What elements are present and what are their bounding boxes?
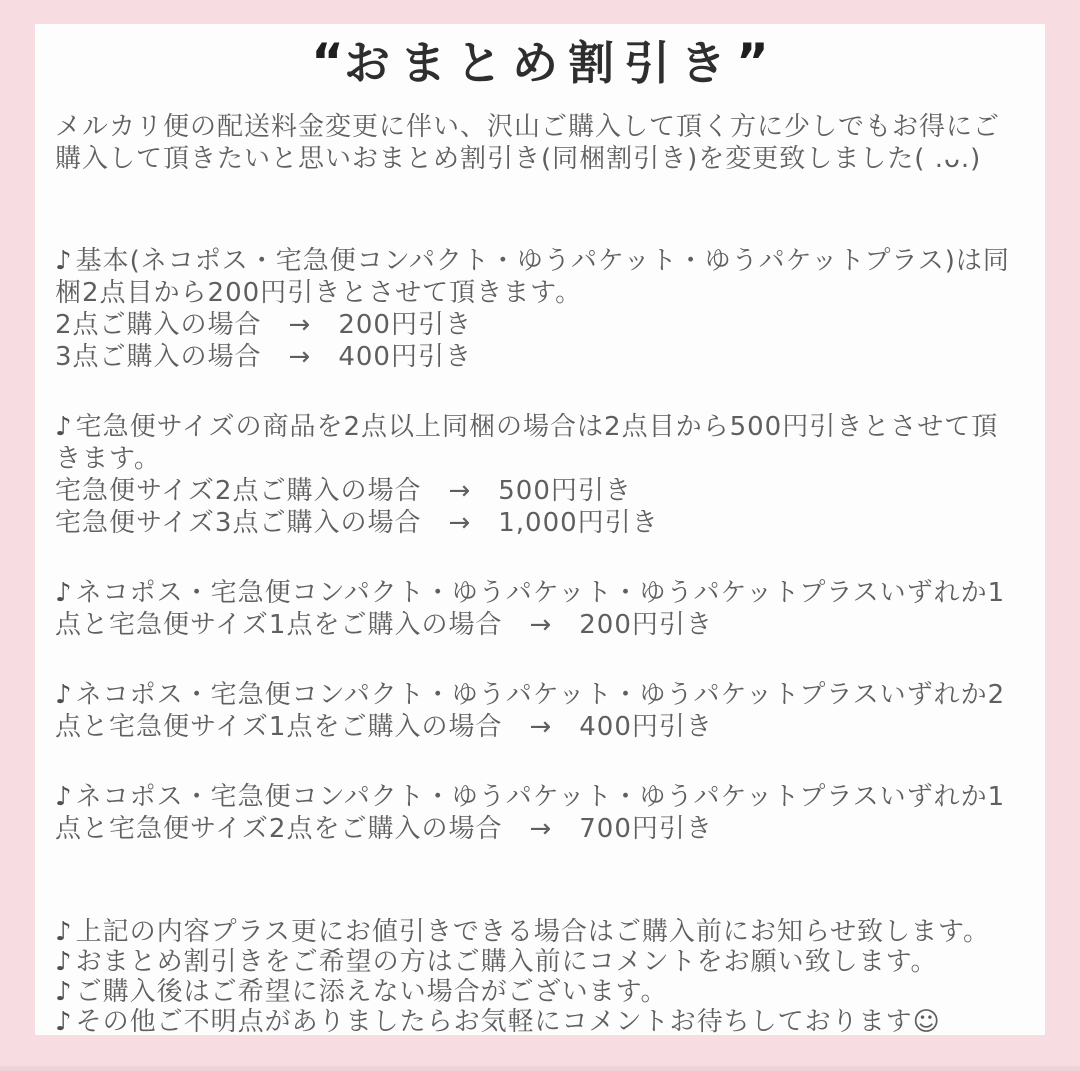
- discount-line: 宅急便サイズ2点ご購入の場合 → 500円引き: [55, 476, 632, 506]
- page-title: [55, 34, 1025, 91]
- footnote: [55, 977, 1025, 1007]
- section-lead: [55, 577, 1025, 641]
- footnote-text: 上記の内容プラス更にお値引きできる場合はご購入前にお知らせ致します。: [75, 917, 990, 947]
- note-bullet-icon: ♪: [55, 680, 73, 710]
- section-lead-text: 基本(ネコポス・宅急便コンパクト・ゆうパケット・ゆうパケットプラス)は同梱2点目から200円引きとさせて頂きます。: [55, 246, 1010, 308]
- section-lead-text: ネコポス・宅急便コンパクト・ゆうパケット・ゆうパケットプラスいずれか1点と宅急便サイズ2点をご購入の場合 → 700円引き: [55, 782, 1006, 844]
- footnote: [55, 917, 1025, 947]
- discount-line: 3点ご購入の場合 → 400円引き: [55, 342, 472, 372]
- close-quote-icon: ”: [736, 33, 769, 91]
- discount-line: 宅急便サイズ3点ご購入の場合 → 1,000円引き: [55, 508, 659, 538]
- open-quote-icon: “: [311, 33, 344, 91]
- note-bullet-icon: ♪: [55, 412, 73, 442]
- note-bullet-icon: ♪: [55, 947, 73, 977]
- bottom-edge-strip: [0, 1066, 1080, 1071]
- note-bullet-icon: ♪: [55, 1007, 73, 1035]
- note-bullet-icon: ♪: [55, 977, 73, 1007]
- note-bullet-icon: ♪: [55, 782, 73, 812]
- section-lead-text: ネコポス・宅急便コンパクト・ゆうパケット・ゆうパケットプラスいずれか2点と宅急便サイズ1点をご購入の場合 → 400円引き: [55, 680, 1006, 742]
- intro-paragraph: メルカリ便の配送料金変更に伴い、沢山ご購入して頂く方に少しでもお得にご購入して頂きたいと思いおまとめ割引き(同梱割引き)を変更致しました( .ᴗ.): [55, 112, 1001, 174]
- section-lead-text: ネコポス・宅急便コンパクト・ゆうパケット・ゆうパケットプラスいずれか1点と宅急便サイズ1点をご購入の場合 → 200円引き: [55, 578, 1006, 640]
- note-bullet-icon: ♪: [55, 917, 73, 947]
- discount-section-mixed-2: [55, 679, 1025, 743]
- section-lead: [55, 411, 1025, 475]
- discount-section-basic: [55, 245, 1025, 373]
- notice-panel: [35, 24, 1045, 1035]
- note-bullet-icon: ♪: [55, 578, 73, 608]
- discount-section-mixed-3: [55, 781, 1025, 845]
- section-lead: [55, 245, 1025, 309]
- note-bullet-icon: ♪: [55, 246, 73, 276]
- footnote: [55, 947, 1025, 977]
- footnote-text: ご購入後はご希望に添えない場合がございます。: [75, 977, 668, 1007]
- section-lead: [55, 781, 1025, 845]
- section-lead-text: 宅急便サイズの商品を2点以上同梱の場合は2点目から500円引きとさせて頂きます。: [55, 412, 999, 474]
- discount-line: 2点ご購入の場合 → 200円引き: [55, 310, 472, 340]
- discount-section-mixed-1: [55, 577, 1025, 641]
- footnote: [55, 1007, 1025, 1035]
- section-lead: [55, 679, 1025, 743]
- footnote-text: その他ご不明点がありましたらお気軽にコメントお待ちしております☺: [75, 1007, 941, 1035]
- page-title-text: おまとめ割引き: [344, 36, 736, 90]
- discount-section-takkyubin-size: [55, 411, 1025, 539]
- footnote-text: おまとめ割引きをご希望の方はご購入前にコメントをお願い致します。: [75, 947, 938, 977]
- footnotes: [55, 917, 1025, 1035]
